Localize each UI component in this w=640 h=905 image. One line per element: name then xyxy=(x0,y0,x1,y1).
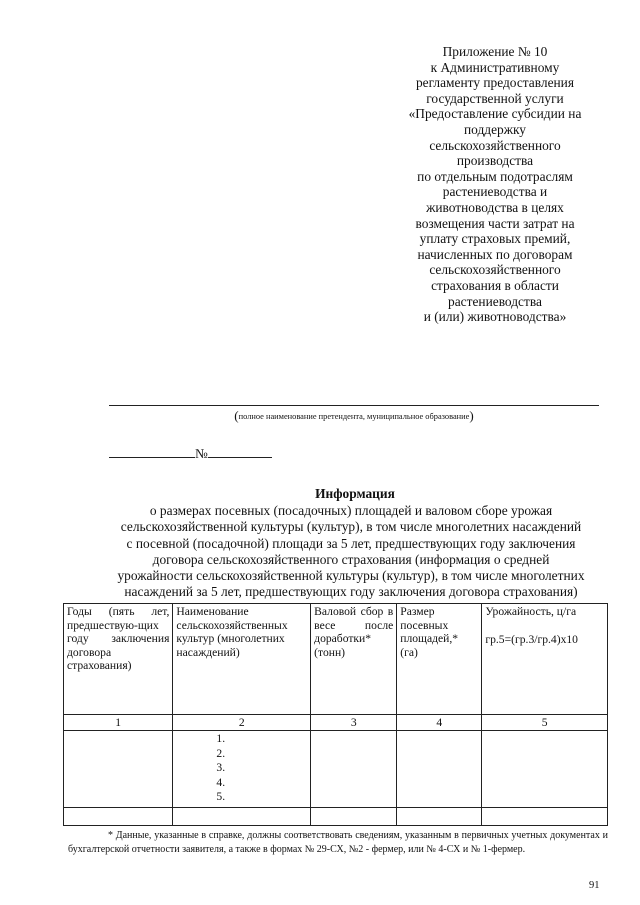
applicant-name-line[interactable] xyxy=(109,405,599,406)
cell-yield[interactable] xyxy=(482,731,608,808)
caption-text: полное наименование претендента, муниципальное образование xyxy=(238,412,470,421)
column-number: 1 xyxy=(64,715,173,731)
column-number: 2 xyxy=(173,715,311,731)
date-number-line xyxy=(109,446,272,462)
appendix-line: государственной услуги xyxy=(426,90,564,106)
info-description xyxy=(60,503,640,601)
header-yield xyxy=(482,604,608,715)
appendix-line: регламенту предоставления xyxy=(415,75,574,91)
footnote-text: * Данные, указанные в справке, должны соответствовать сведениям, указанным в первичных учетных документах и бухгалтерской отчетности заявителя, а также в формах № 29-СХ, №2 - фермер, или № 4-СХ и № 1-фермер. xyxy=(68,830,608,855)
appendix-line: «Предоставление субсидии на xyxy=(408,106,582,122)
info-line: договора сельскохозяйственного страхования (информация о средней xyxy=(152,551,550,567)
appendix-line: по отдельным подотраслям xyxy=(417,168,573,184)
caption-paren-open: ( xyxy=(234,408,239,423)
crop-list xyxy=(176,732,307,805)
list-item: 2. xyxy=(216,746,226,760)
appendix-line: начисленных по договорам xyxy=(417,246,573,262)
column-number: 5 xyxy=(482,715,608,731)
appendix-line: возмещения части затрат на xyxy=(415,215,575,231)
table-row xyxy=(64,731,608,808)
header-years: Годы (пять лет, предшествую-щих году заключения договора страхования) xyxy=(64,604,173,715)
list-item: 3. xyxy=(216,761,226,774)
list-item: 5. xyxy=(216,790,226,803)
appendix-line: страхования в области xyxy=(431,277,559,293)
header-area: Размер посевных площадей,* (га) xyxy=(397,604,482,715)
yield-table xyxy=(63,603,608,826)
info-line: урожайности сельскохозяйственной культуры (культур), в том числе многолетних xyxy=(117,568,585,584)
column-number: 3 xyxy=(311,715,397,731)
appendix-line: животноводства в целях xyxy=(426,199,564,215)
appendix-line: Приложение № 10 xyxy=(442,44,548,59)
footnote xyxy=(68,829,608,856)
yield-label: Урожайность, ц/га xyxy=(485,605,577,618)
number-sign: № xyxy=(195,446,208,461)
cell-gross-harvest[interactable] xyxy=(311,731,397,808)
cell-empty[interactable] xyxy=(482,808,608,826)
caption-paren-close: ) xyxy=(469,408,474,423)
appendix-line: уплату страховых премий, xyxy=(419,231,571,247)
info-title: Информация xyxy=(315,486,395,501)
table-row xyxy=(64,808,608,826)
cell-empty[interactable] xyxy=(311,808,397,826)
applicant-caption xyxy=(109,410,599,423)
info-line: сельскохозяйственной культуры (культур), в том числе многолетних насаждений xyxy=(120,519,582,535)
page-number: 91 xyxy=(589,880,600,891)
list-item: 4. xyxy=(216,775,226,789)
date-blank[interactable] xyxy=(109,446,195,458)
appendix-line: сельскохозяйственного xyxy=(429,137,561,153)
appendix-line: к Административному xyxy=(430,59,560,75)
header-gross-harvest: Валовой сбор в весе после доработки* (тонн) xyxy=(311,604,397,715)
appendix-line: сельскохозяйственного xyxy=(429,262,561,278)
appendix-line: поддержку xyxy=(463,121,526,137)
cell-empty[interactable] xyxy=(397,808,482,826)
appendix-line: и (или) животноводства» xyxy=(423,309,567,325)
column-number: 4 xyxy=(397,715,482,731)
info-line: насаждений за 5 лет, предшествующих году заключения договора страхования) xyxy=(124,584,578,600)
cell-empty[interactable] xyxy=(64,808,173,826)
appendix-line: производства xyxy=(456,153,534,169)
yield-formula: гр.5=(гр.3/гр.4)х10 xyxy=(485,632,578,646)
column-number-row xyxy=(64,715,608,731)
cell-empty[interactable] xyxy=(173,808,311,826)
appendix-line: растениеводства xyxy=(448,293,542,309)
cell-years[interactable] xyxy=(64,731,173,808)
cell-area[interactable] xyxy=(397,731,482,808)
list-item: 1. xyxy=(216,732,226,745)
appendix-header xyxy=(384,44,606,325)
table-header-row xyxy=(64,604,608,715)
appendix-line: растениеводства и xyxy=(442,184,548,200)
info-line: о размерах посевных (посадочных) площадей и валовом сборе урожая xyxy=(149,503,553,518)
info-line: с посевной (посадочной) площади за 5 лет, предшествующих году заключения xyxy=(126,535,576,551)
number-blank[interactable] xyxy=(208,446,272,458)
cell-crops[interactable] xyxy=(173,731,311,808)
header-crop-name: Наименование сельскохозяйственных культур (многолетних насаждений) xyxy=(173,604,311,715)
